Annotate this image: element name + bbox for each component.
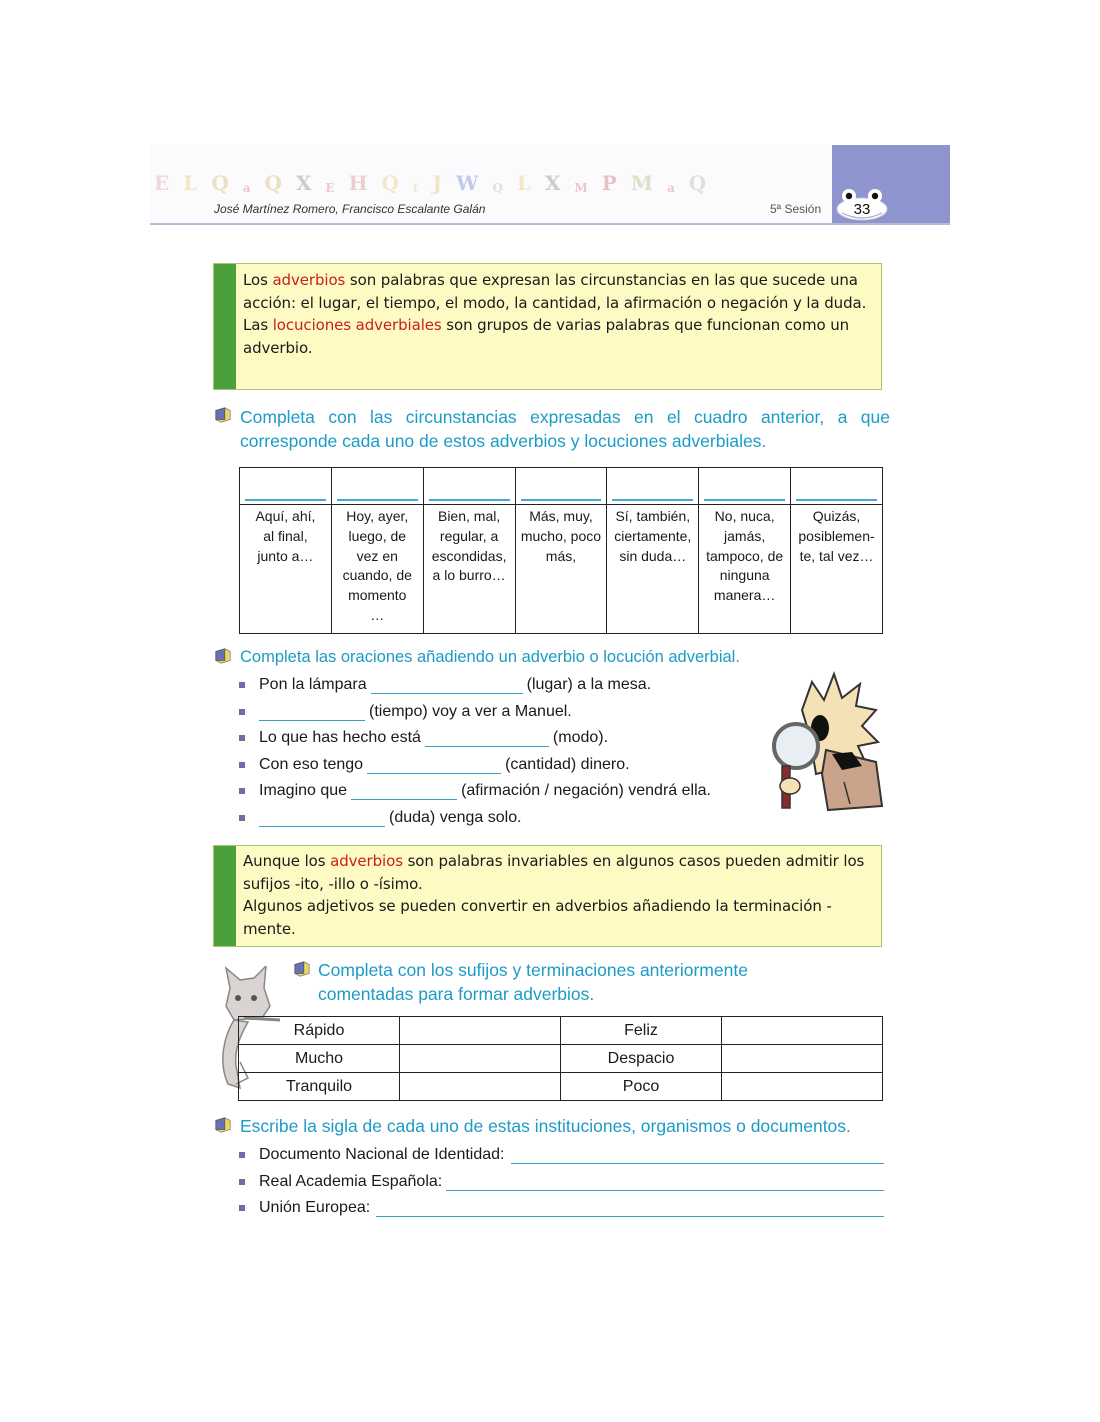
header-divider <box>150 223 950 225</box>
box-accent-bar <box>214 846 236 946</box>
example-line: mucho, poco <box>520 527 602 544</box>
bullet-icon <box>239 709 245 715</box>
example-line: cuando, de <box>342 567 412 584</box>
answer-blank[interactable] <box>425 732 549 747</box>
examples-cell <box>331 505 423 634</box>
acronym-item <box>239 1199 884 1217</box>
example-line: jamás, <box>724 527 766 544</box>
instruction-line: corresponde cada uno de estos adverbios y locuciones adverbiales. <box>240 431 767 451</box>
word-cell: Feliz <box>561 1017 722 1045</box>
text: Algunos adjetivos se pueden convertir en adverbios añadiendo la terminación -mente. <box>243 897 832 939</box>
text: Las <box>243 316 273 335</box>
decorative-letter: H <box>348 171 368 195</box>
acronym-label: Real Academia Española: <box>259 1173 443 1190</box>
examples-cell <box>699 505 791 634</box>
answer-cell[interactable] <box>400 1073 561 1101</box>
bullet-icon <box>239 815 245 821</box>
sentence-text: (tiempo) voy a ver a Manuel. <box>369 703 572 720</box>
decorative-letter: Q <box>688 171 707 195</box>
info-text <box>243 850 871 941</box>
example-line: te, tal vez… <box>799 547 874 564</box>
examples-cell <box>240 505 332 634</box>
example-line: manera… <box>713 587 776 604</box>
acronym-item <box>239 1173 884 1191</box>
acronym-item <box>239 1146 884 1164</box>
detective-character-illustration <box>772 670 884 812</box>
bullet-icon <box>239 1205 245 1211</box>
answer-cell[interactable] <box>331 468 423 505</box>
instruction-line: comentadas para formar adverbios. <box>318 984 595 1004</box>
highlight-term: locuciones adverbiales <box>272 316 442 335</box>
word-cell: Mucho <box>239 1045 400 1073</box>
sentence-text: (cantidad) dinero. <box>505 756 630 773</box>
bullet-icon <box>239 1152 245 1158</box>
decorative-letter: M <box>574 181 588 195</box>
page-number: 33 <box>853 201 871 218</box>
example-line: Bien, mal, <box>437 508 501 524</box>
answer-row <box>240 468 883 505</box>
word-cell: Tranquilo <box>239 1073 400 1101</box>
answer-blank[interactable] <box>351 785 457 800</box>
table-row <box>239 1045 883 1073</box>
table-row <box>239 1017 883 1045</box>
examples-cell <box>515 505 607 634</box>
answer-cell[interactable] <box>722 1073 883 1101</box>
example-line: … <box>370 606 385 623</box>
bullet-icon <box>239 735 245 741</box>
decorative-letter: E <box>325 181 335 195</box>
sentence-text: (lugar) a la mesa. <box>526 676 652 693</box>
example-line: más, <box>545 547 577 564</box>
answer-cell[interactable] <box>400 1017 561 1045</box>
answer-blank[interactable] <box>796 499 877 501</box>
answer-cell[interactable] <box>722 1045 883 1073</box>
example-line: No, nuca, <box>714 508 775 524</box>
example-line: Sí, también, <box>615 508 691 524</box>
exercise-cube-icon <box>213 406 233 424</box>
decorative-letter: a <box>666 181 675 195</box>
text: son palabras que expresan las circunstancias en las que sucede una acción: el lugar, el tiempo, el modo, la cantidad, la afirmación o negación y la duda. <box>243 271 867 312</box>
examples-row <box>240 505 883 634</box>
definition-box-adverbios <box>213 263 882 390</box>
sentence-text: (afirmación / negación) vendrá ella. <box>461 782 711 799</box>
example-line: Aquí, ahí, <box>255 508 316 524</box>
decorative-letter: E <box>154 171 170 195</box>
decorative-letter: P <box>601 171 617 195</box>
suffix-table <box>238 1016 883 1101</box>
answer-cell[interactable] <box>722 1017 883 1045</box>
adverb-classification-table <box>239 467 883 634</box>
decorative-letter: M <box>630 171 653 195</box>
answer-blank[interactable] <box>429 499 510 501</box>
exercise1-instruction <box>240 405 890 453</box>
decorative-letter: Q <box>492 181 503 195</box>
answer-blank[interactable] <box>371 679 523 694</box>
exercise-cube-icon <box>213 647 233 665</box>
text: son grupos de varias palabras que funcionan como un adverbio. <box>243 316 850 358</box>
page-number-tab <box>832 145 950 223</box>
word-cell: Rápido <box>239 1017 400 1045</box>
decorative-letter: t <box>412 181 419 195</box>
sentence-text: (modo). <box>552 729 609 746</box>
example-line: a lo burro… <box>432 567 506 584</box>
sentence-item <box>239 782 711 800</box>
answer-blank[interactable] <box>511 1149 885 1164</box>
example-line: vez en <box>356 547 398 564</box>
box-accent-bar <box>214 264 236 389</box>
sentence-item <box>239 703 572 721</box>
example-line: ninguna <box>719 567 770 584</box>
instruction-line: Completa con los sufijos y terminaciones anteriormente <box>318 960 748 980</box>
authors: José Martínez Romero, Francisco Escalante Galán <box>214 202 486 216</box>
acronym-label: Documento Nacional de Identidad: <box>259 1146 505 1163</box>
example-line: escondidas, <box>431 547 507 564</box>
bullet-icon <box>239 762 245 768</box>
sentence-item <box>239 809 522 827</box>
definition-text <box>243 269 871 360</box>
answer-blank[interactable] <box>259 706 365 721</box>
examples-cell <box>607 505 699 634</box>
exercise2-instruction: Completa las oraciones añadiendo un adverbio o locución adverbial. <box>240 648 740 666</box>
answer-cell[interactable] <box>400 1045 561 1073</box>
instruction-line: Completa con las circunstancias expresadas en el cuadro anterior, a que <box>240 407 890 427</box>
answer-blank[interactable] <box>521 499 602 501</box>
bullet-icon <box>239 1179 245 1185</box>
example-line: posiblemen- <box>798 527 875 544</box>
example-line: al final, <box>263 527 308 544</box>
answer-cell[interactable] <box>607 468 699 505</box>
bullet-icon <box>239 682 245 688</box>
answer-blank[interactable] <box>612 499 693 501</box>
example-line: momento <box>348 587 407 604</box>
acronym-label: Unión Europea: <box>259 1199 371 1216</box>
exercise3-instruction <box>318 958 748 1006</box>
exercise-cube-icon <box>213 1116 233 1134</box>
bullet-icon <box>239 788 245 794</box>
decorative-letter: a <box>242 181 251 195</box>
example-line: ciertamente, <box>614 527 692 544</box>
word-cell: Poco <box>561 1073 722 1101</box>
decorative-letter: Q <box>381 171 399 195</box>
sentence-text: Con eso tengo <box>259 756 364 773</box>
decorative-letter: L <box>516 171 531 195</box>
sentence-text: (duda) venga solo. <box>389 809 522 826</box>
decorative-letter: W <box>455 171 479 195</box>
answer-cell[interactable] <box>515 468 607 505</box>
example-line: junto a… <box>257 547 314 564</box>
decorative-letter: X <box>544 171 561 195</box>
answer-cell[interactable] <box>791 468 883 505</box>
session-label: 5ª Sesión <box>770 202 822 216</box>
text: son palabras invariables en algunos casos pueden admitir los sufijos -ito, -illo o -ísimo. <box>243 852 865 893</box>
example-line: Hoy, ayer, <box>346 508 409 524</box>
info-box-suffixes <box>213 845 882 947</box>
highlight-term: adverbios <box>272 271 346 289</box>
answer-cell[interactable] <box>240 468 332 505</box>
examples-cell <box>423 505 515 634</box>
sentence-item <box>239 756 630 774</box>
answer-cell[interactable] <box>699 468 791 505</box>
decorative-letter: X <box>295 171 312 195</box>
sentence-text: Lo que has hecho está <box>259 729 421 746</box>
example-line: sin duda… <box>619 547 687 564</box>
decorative-letter: L <box>183 171 198 195</box>
answer-blank[interactable] <box>704 499 785 501</box>
text: Aunque los <box>243 852 331 870</box>
answer-blank[interactable] <box>376 1202 884 1217</box>
examples-cell <box>791 505 883 634</box>
decorative-letter: J <box>432 171 442 195</box>
answer-blank[interactable] <box>259 812 385 827</box>
example-line: tampoco, de <box>706 547 784 564</box>
sentence-text: Imagino que <box>259 782 348 799</box>
answer-blank[interactable] <box>367 759 501 774</box>
highlight-term: adverbios <box>330 852 403 870</box>
example-line: luego, de <box>348 527 407 544</box>
example-line: regular, a <box>439 527 499 544</box>
table-row <box>239 1073 883 1101</box>
answer-blank[interactable] <box>337 499 418 501</box>
text: Los <box>243 271 273 289</box>
sentence-item <box>239 676 651 694</box>
decorative-letters <box>150 161 836 195</box>
answer-cell[interactable] <box>423 468 515 505</box>
example-line: Quizás, <box>812 508 861 524</box>
answer-blank[interactable] <box>446 1176 884 1191</box>
decorative-letter: Q <box>211 171 229 195</box>
sentence-item <box>239 729 608 747</box>
decorative-letter: Q <box>264 171 282 195</box>
page-header <box>150 145 950 225</box>
sentence-text: Pon la lámpara <box>259 676 367 693</box>
exercise4-instruction: Escribe la sigla de cada uno de estas instituciones, organismos o documentos. <box>240 1116 851 1136</box>
exercise-cube-icon <box>292 960 312 978</box>
word-cell: Despacio <box>561 1045 722 1073</box>
answer-blank[interactable] <box>245 499 326 501</box>
example-line: Más, muy, <box>529 508 593 524</box>
